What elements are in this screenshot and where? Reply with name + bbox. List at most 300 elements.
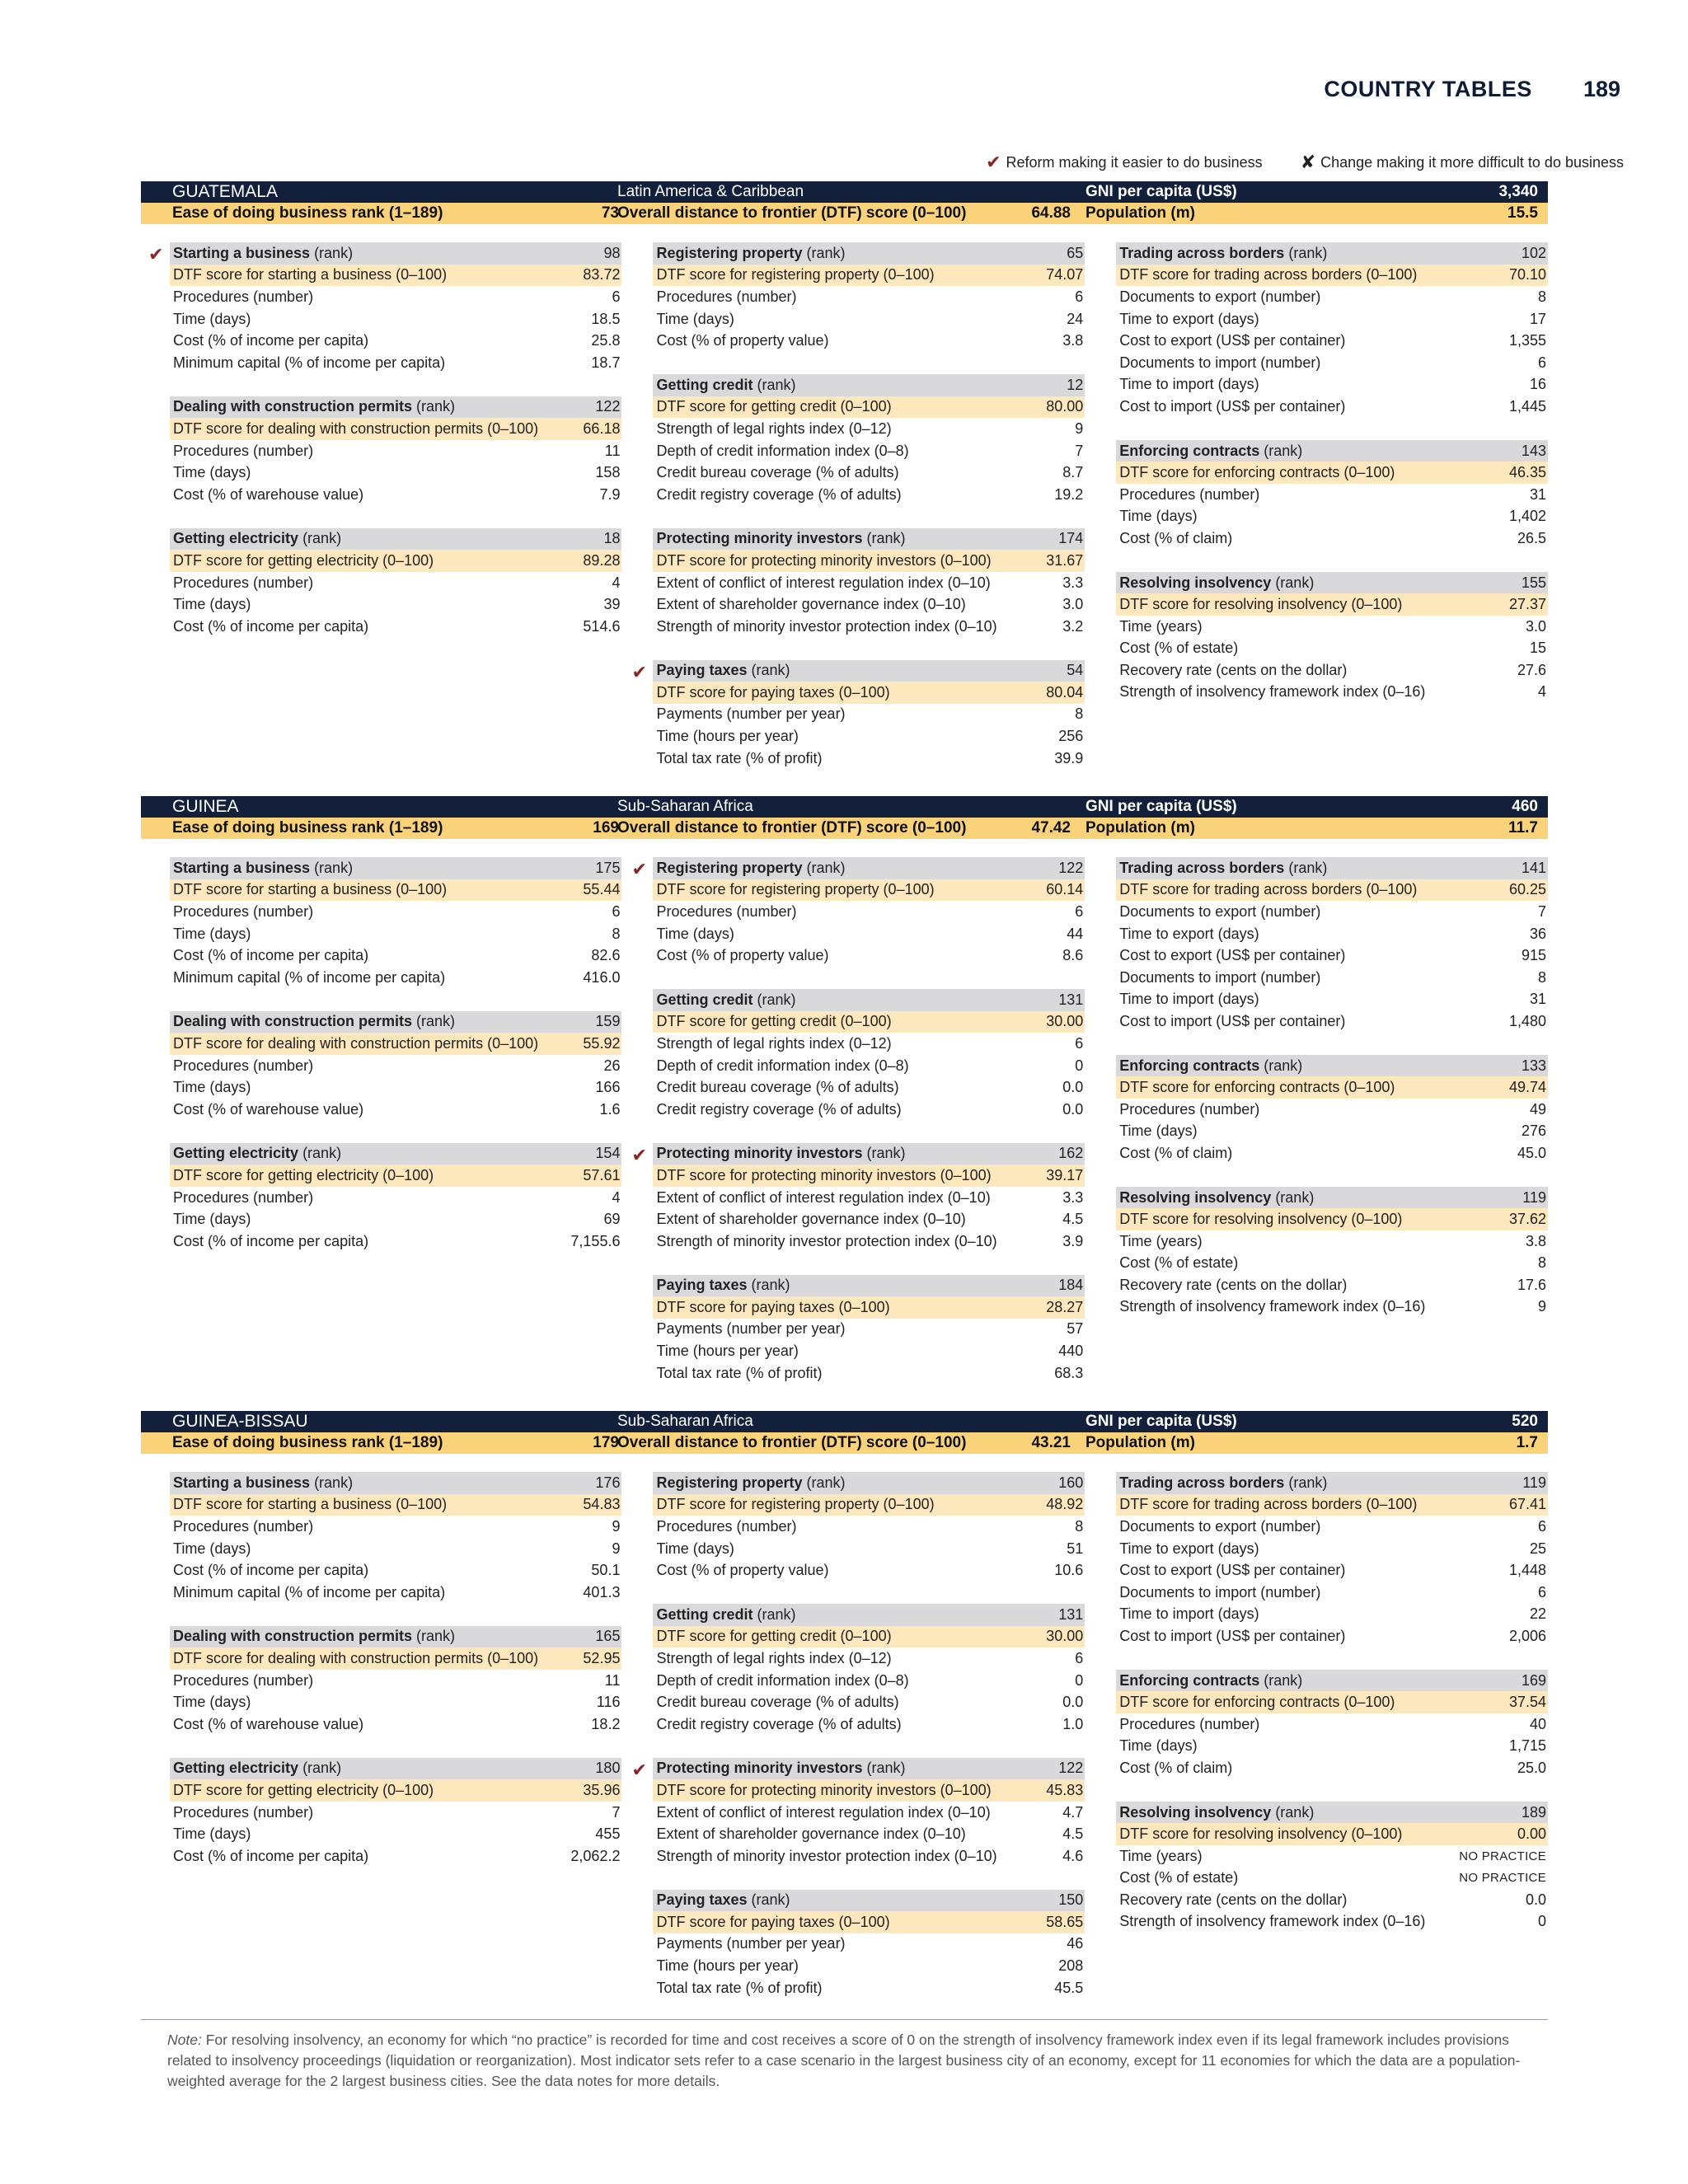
dtf-score-label: DTF score for paying taxes (0–100): [656, 1913, 890, 1930]
dtf-score-row: [1116, 462, 1548, 484]
population-value: 1.7: [1516, 1434, 1538, 1451]
row-label: Time (days): [1119, 1122, 1198, 1140]
dtf-score-row: [653, 396, 1085, 419]
row-label: Cost (% of estate): [1119, 1254, 1239, 1272]
indicator-rank: 169: [1521, 1671, 1546, 1689]
indicator-block: [653, 1472, 1085, 1582]
indicator-header-row: [1116, 440, 1548, 462]
indicator-block: [170, 1626, 621, 1736]
rank-suffix: (rank): [757, 376, 796, 393]
indicator-rank: 131: [1058, 1605, 1084, 1623]
indicator-header-row: [170, 1143, 621, 1165]
row-value: 0: [1537, 1913, 1546, 1930]
table-row: [653, 462, 1085, 484]
summary-banner: [141, 203, 1548, 224]
row-label: Procedures (number): [173, 902, 314, 920]
indicator-rank: 143: [1521, 442, 1546, 459]
row-label: Procedures (number): [173, 1188, 314, 1206]
dtf-score-label: DTF score for trading across borders (0–100): [1119, 266, 1418, 284]
dtf-score-row: [170, 550, 621, 572]
row-value: 6: [1537, 1517, 1546, 1535]
table-row: [653, 1802, 1085, 1824]
indicator-title: [1119, 1189, 1314, 1207]
table-row: [653, 1538, 1085, 1560]
indicator-block: [631, 660, 1085, 770]
banner-cell: [609, 203, 1077, 224]
row-value: 8: [1537, 968, 1546, 986]
indicator-name: Resolving insolvency: [1119, 574, 1272, 591]
indicator-block: [170, 1143, 621, 1253]
row-value: 166: [595, 1079, 621, 1096]
row-value: 2,006: [1508, 1627, 1546, 1644]
ease-rank-value: 169: [593, 819, 619, 837]
rank-suffix: (rank): [751, 662, 790, 679]
row-value: 26: [603, 1057, 621, 1074]
check-icon: ✔: [986, 152, 1001, 172]
dtf-score-value: 48.92: [1046, 1496, 1084, 1513]
indicator-title: [1119, 860, 1327, 877]
gni-value: 460: [1512, 798, 1538, 815]
legend-reform-text: Reform making it easier to do business: [1006, 153, 1263, 171]
table-row: [1116, 396, 1548, 418]
dtf-score-value: 46.35: [1508, 464, 1546, 481]
dtf-score-value: 30.00: [1046, 1628, 1084, 1645]
population-label: Population (m): [1085, 204, 1195, 222]
row-value: 4.5: [1062, 1825, 1084, 1843]
indicator-block: [631, 1143, 1085, 1253]
row-label: Cost to import (US$ per container): [1119, 1627, 1346, 1644]
row-value: 69: [603, 1211, 621, 1228]
indicator-rank: 175: [595, 859, 621, 876]
row-value: 7.9: [599, 485, 621, 503]
indicator-name: Enforcing contracts: [1119, 1671, 1260, 1689]
row-value: 11: [604, 442, 621, 459]
row-value: 17.6: [1517, 1276, 1546, 1293]
table-row: [653, 1713, 1085, 1736]
indicator-name: Dealing with construction permits: [173, 398, 413, 415]
indicator-block: [170, 396, 621, 506]
row-value: 9: [1537, 1298, 1546, 1315]
row-value: 6: [612, 288, 621, 305]
dtf-score-label: DTF score for getting electricity (0–100): [173, 1166, 434, 1183]
dtf-score-label: DTF score for trading across borders (0–100): [1119, 1496, 1418, 1513]
summary-banner: [141, 1432, 1548, 1454]
row-value: 8: [1537, 1254, 1546, 1272]
row-label: Cost to import (US$ per container): [1119, 397, 1346, 415]
row-value: 3.9: [1062, 1232, 1084, 1249]
table-row: [170, 1208, 621, 1230]
row-label: Total tax rate (% of profit): [656, 1979, 823, 1996]
indicator-rank: 180: [595, 1760, 621, 1777]
row-label: Documents to import (number): [1119, 1583, 1321, 1601]
row-value: 46: [1067, 1935, 1084, 1952]
row-label: Payments (number per year): [656, 1320, 846, 1338]
table-row: [653, 572, 1085, 594]
indicator-name: Protecting minority investors: [656, 1760, 863, 1777]
footnote: [141, 2019, 1548, 2092]
indicator-rank: 119: [1522, 1188, 1546, 1206]
dtf-score-label: DTF score for getting credit (0–100): [656, 398, 892, 415]
indicator-block: [170, 1011, 621, 1121]
row-value: 1,445: [1508, 397, 1546, 415]
table-row: [1116, 944, 1548, 967]
indicator-rank: 131: [1058, 991, 1084, 1008]
dtf-score-label: DTF score for trading across borders (0–100): [1119, 881, 1418, 898]
indicator-title: [173, 1013, 455, 1030]
row-label: Cost (% of warehouse value): [173, 1100, 364, 1118]
row-label: Time to export (days): [1119, 310, 1259, 327]
table-row: [653, 944, 1085, 967]
banner-cell: [1077, 818, 1548, 839]
indicator-name: Registering property: [656, 244, 803, 261]
overall-dtf-label: Overall distance to frontier (DTF) score (0–100): [617, 204, 967, 222]
row-value: 0.0: [1525, 1891, 1546, 1908]
dtf-score-row: [170, 879, 621, 902]
row-label: Time (days): [656, 310, 734, 327]
dtf-score-label: DTF score for starting a business (0–100): [173, 881, 448, 898]
dtf-score-row: [653, 1165, 1085, 1187]
row-value: 39.9: [1054, 749, 1084, 766]
indicator-columns: [141, 1472, 1548, 2021]
dtf-score-value: 66.18: [583, 419, 621, 437]
table-row: [653, 308, 1085, 330]
row-value: 2,062.2: [570, 1847, 621, 1864]
dtf-score-row: [1116, 1823, 1548, 1845]
table-row: [1116, 989, 1548, 1011]
indicator-name: Dealing with construction permits: [173, 1628, 413, 1645]
indicator-title: [656, 860, 845, 877]
banner-cell: [609, 181, 1077, 203]
rank-suffix: (rank): [757, 991, 796, 1008]
dtf-score-value: 60.14: [1046, 881, 1084, 898]
table-row: [1116, 1736, 1548, 1758]
indicator-block: [653, 374, 1085, 506]
indicator-block: [653, 242, 1085, 352]
rank-suffix: (rank): [1275, 574, 1315, 591]
row-label: Cost (% of claim): [1119, 1144, 1233, 1161]
banner-cell: [609, 1411, 1077, 1432]
row-value: 158: [595, 464, 621, 481]
banner-cell: [1077, 1411, 1548, 1432]
row-value: 6: [1075, 1649, 1084, 1666]
indicator-block: [631, 857, 1085, 967]
row-value: 18.2: [591, 1715, 621, 1732]
dtf-score-label: DTF score for getting credit (0–100): [656, 1628, 892, 1645]
table-row: [1116, 330, 1548, 352]
indicator-name: Enforcing contracts: [1119, 442, 1260, 459]
table-row: [1116, 1538, 1548, 1560]
row-label: Cost (% of income per capita): [173, 617, 369, 635]
indicator-columns: [141, 857, 1548, 1406]
table-row: [170, 1230, 621, 1253]
indicator-header-row: [653, 528, 1085, 551]
dtf-score-row: [653, 265, 1085, 287]
table-row: [1116, 1757, 1548, 1779]
row-value: 36: [1529, 925, 1546, 942]
indicator-rank: 165: [595, 1628, 621, 1645]
table-row: [170, 967, 621, 989]
ease-rank-value: 73: [601, 204, 619, 222]
row-value: 1,448: [1508, 1562, 1546, 1579]
dtf-score-label: DTF score for getting credit (0–100): [656, 1013, 892, 1030]
row-label: Time (days): [173, 1694, 251, 1711]
banner-cell: [141, 203, 619, 224]
indicator-name: Protecting minority investors: [656, 1145, 863, 1162]
ease-rank-label: Ease of doing business rank (1–189): [172, 204, 443, 222]
row-label: Strength of legal rights index (0–12): [656, 419, 892, 437]
row-label: Time (days): [173, 464, 251, 481]
table-row: [653, 1208, 1085, 1230]
indicator-title: [1119, 1474, 1327, 1492]
indicator-block: [1116, 1472, 1548, 1647]
check-icon: ✔: [631, 1144, 647, 1165]
row-label: Credit registry coverage (% of adults): [656, 1100, 902, 1118]
row-label: Cost (% of warehouse value): [173, 1715, 364, 1732]
row-label: Procedures (number): [173, 574, 314, 591]
table-row: [653, 1933, 1085, 1956]
banner-cell: [609, 796, 1077, 818]
row-label: Cost (% of claim): [1119, 1759, 1233, 1776]
indicator-block: [653, 1604, 1085, 1736]
indicator-rank: 18: [603, 530, 621, 547]
table-row: [1116, 1889, 1548, 1911]
row-label: Time (years): [1119, 617, 1203, 635]
row-value: 9: [1075, 419, 1084, 437]
dtf-score-label: DTF score for registering property (0–100): [656, 881, 935, 898]
row-value: 3.8: [1062, 332, 1084, 349]
indicator-name: Trading across borders: [1119, 244, 1285, 261]
row-value: 4.7: [1062, 1803, 1084, 1821]
row-value: 7: [1537, 902, 1546, 920]
row-value: 6: [1537, 1583, 1546, 1601]
indicator-rank: 102: [1521, 244, 1546, 261]
indicator-name: Resolving insolvency: [1119, 1188, 1272, 1206]
rank-suffix: (rank): [866, 1760, 906, 1777]
table-row: [1116, 1296, 1548, 1319]
dtf-score-value: 31.67: [1046, 551, 1084, 569]
table-row: [1116, 682, 1548, 704]
indicator-rank: 154: [595, 1145, 621, 1162]
table-row: [1116, 1121, 1548, 1143]
table-row: [170, 1538, 621, 1560]
table-row: [1116, 374, 1548, 396]
row-value: 116: [596, 1694, 621, 1711]
table-row: [170, 1187, 621, 1209]
indicator-rank: 119: [1522, 1474, 1546, 1491]
indicator-title: [1119, 1804, 1314, 1821]
row-label: Time (hours per year): [656, 1957, 799, 1975]
dtf-score-value: 67.41: [1508, 1496, 1546, 1513]
row-label: Extent of shareholder governance index (0–10): [656, 1825, 966, 1843]
table-row: [653, 725, 1085, 748]
row-label: Extent of shareholder governance index (0–10): [656, 1211, 966, 1228]
dtf-score-label: DTF score for enforcing contracts (0–100): [1119, 1694, 1395, 1711]
table-row: [1116, 1099, 1548, 1121]
indicator-column: [1116, 242, 1548, 791]
row-label: Payments (number per year): [656, 705, 846, 723]
table-row: [170, 1076, 621, 1099]
row-value: 9: [612, 1540, 621, 1557]
indicator-name: Trading across borders: [1119, 859, 1285, 876]
row-label: Strength of legal rights index (0–12): [656, 1649, 892, 1666]
row-value: NO PRACTICE: [1459, 1871, 1546, 1886]
check-icon: ✔: [631, 661, 647, 682]
indicator-block: [653, 1890, 1085, 1999]
row-value: 4: [612, 1188, 621, 1206]
table-row: [170, 462, 621, 484]
indicator-title: [173, 398, 455, 415]
row-label: Time (years): [1119, 1847, 1203, 1864]
table-row: [170, 1670, 621, 1692]
indicator-name: Trading across borders: [1119, 1474, 1285, 1491]
row-label: Extent of conflict of interest regulation index (0–10): [656, 1803, 991, 1821]
country-name: GUINEA: [172, 797, 239, 816]
row-label: Recovery rate (cents on the dollar): [1119, 1276, 1348, 1293]
indicator-title: [656, 1474, 845, 1492]
dtf-score-label: DTF score for enforcing contracts (0–100): [1119, 1079, 1395, 1096]
indicator-name: Starting a business: [173, 1474, 311, 1491]
ease-rank-label: Ease of doing business rank (1–189): [172, 1434, 443, 1451]
table-row: [1116, 1142, 1548, 1165]
dtf-score-value: 49.74: [1508, 1079, 1546, 1096]
indicator-title: [1119, 245, 1327, 262]
dtf-score-label: DTF score for enforcing contracts (0–100): [1119, 464, 1395, 481]
row-value: 208: [1058, 1957, 1084, 1975]
table-row: [653, 1230, 1085, 1253]
row-label: Strength of legal rights index (0–12): [656, 1034, 892, 1052]
table-row: [170, 923, 621, 945]
row-value: 49: [1529, 1100, 1546, 1118]
table-row: [170, 1845, 621, 1868]
dtf-score-value: 55.92: [583, 1034, 621, 1052]
indicator-name: Starting a business: [173, 244, 311, 261]
indicator-block: [1116, 1802, 1548, 1933]
rank-suffix: (rank): [1264, 1057, 1303, 1074]
dtf-score-value: 80.04: [1046, 683, 1084, 701]
table-row: [653, 484, 1085, 506]
indicator-rank: 65: [1067, 244, 1084, 261]
row-label: Procedures (number): [173, 1517, 314, 1535]
row-value: NO PRACTICE: [1459, 1849, 1546, 1863]
row-value: 50.1: [591, 1562, 621, 1579]
indicator-header-row: [170, 1626, 621, 1648]
row-value: 3.3: [1062, 574, 1084, 591]
table-row: [1116, 923, 1548, 945]
row-value: 8: [1075, 705, 1084, 723]
rank-suffix: (rank): [314, 1474, 354, 1491]
dtf-score-label: DTF score for dealing with construction permits (0–100): [173, 1649, 539, 1666]
dtf-score-value: 37.62: [1508, 1211, 1546, 1228]
row-label: Depth of credit information index (0–8): [656, 442, 909, 459]
table-row: [1116, 1845, 1548, 1868]
row-value: 1,480: [1508, 1012, 1546, 1029]
row-label: Procedures (number): [656, 1517, 797, 1535]
row-label: Cost to import (US$ per container): [1119, 1012, 1346, 1029]
table-row: [1116, 1230, 1548, 1253]
row-value: 25.0: [1517, 1759, 1546, 1776]
row-label: Cost (% of warehouse value): [173, 485, 364, 503]
table-row: [170, 944, 621, 967]
row-value: 4.6: [1062, 1847, 1084, 1864]
indicator-block: [1116, 1670, 1548, 1779]
indicator-header-row: [631, 660, 1085, 682]
row-value: 27.6: [1517, 661, 1546, 678]
indicator-rank: 189: [1521, 1803, 1546, 1821]
dtf-score-row: [653, 1011, 1085, 1033]
row-label: Credit registry coverage (% of adults): [656, 485, 902, 503]
rank-suffix: (rank): [416, 1628, 456, 1645]
indicator-columns: [141, 242, 1548, 791]
row-label: Cost to export (US$ per container): [1119, 947, 1346, 964]
dtf-score-row: [1116, 265, 1548, 287]
indicator-header-row: [170, 1472, 621, 1494]
row-value: 45.5: [1054, 1979, 1084, 1996]
table-row: [653, 901, 1085, 923]
indicator-header-row: [631, 857, 1085, 879]
row-value: 915: [1521, 947, 1546, 964]
dtf-score-label: DTF score for starting a business (0–100): [173, 1496, 448, 1513]
row-value: 18.7: [591, 354, 621, 371]
rank-suffix: (rank): [416, 1013, 456, 1030]
dtf-score-label: DTF score for protecting minority investors (0–100): [656, 1166, 992, 1183]
row-value: 6: [1537, 354, 1546, 371]
row-label: Extent of conflict of interest regulation index (0–10): [656, 574, 991, 591]
row-value: 1,355: [1508, 332, 1546, 349]
indicator-name: Getting credit: [656, 991, 753, 1008]
check-icon: ✔: [631, 1759, 647, 1780]
dtf-score-row: [653, 1296, 1085, 1319]
indicator-column: [631, 1472, 1085, 2021]
table-row: [170, 1055, 621, 1077]
dtf-score-label: DTF score for registering property (0–100): [656, 266, 935, 284]
indicator-rank: 174: [1058, 530, 1084, 547]
indicator-name: Paying taxes: [656, 1277, 748, 1294]
rank-suffix: (rank): [302, 1145, 342, 1162]
row-label: Credit bureau coverage (% of adults): [656, 1694, 899, 1711]
row-value: 3.0: [1062, 596, 1084, 613]
indicator-name: Enforcing contracts: [1119, 1057, 1260, 1074]
row-value: 1.0: [1062, 1715, 1084, 1732]
ease-rank-label: Ease of doing business rank (1–189): [172, 819, 443, 837]
table-row: [653, 1076, 1085, 1099]
table-row: [170, 1691, 621, 1713]
row-value: 276: [1521, 1122, 1546, 1140]
indicator-header-row: [1116, 1055, 1548, 1077]
rank-suffix: (rank): [1288, 859, 1328, 876]
gni-label: GNI per capita (US$): [1085, 798, 1237, 815]
table-row: [653, 1670, 1085, 1692]
population-label: Population (m): [1085, 819, 1195, 837]
indicator-header-row: [1116, 242, 1548, 265]
row-value: 3.0: [1525, 617, 1546, 635]
row-label: Time (days): [656, 1540, 734, 1557]
row-label: Extent of shareholder governance index (0–10): [656, 596, 966, 613]
population-value: 11.7: [1508, 819, 1538, 837]
country-banner: [141, 1411, 1548, 1432]
table-row: [653, 1647, 1085, 1670]
row-label: Time (days): [173, 310, 251, 327]
country-table: [141, 796, 1548, 1406]
row-value: 18.5: [591, 310, 621, 327]
dtf-score-row: [170, 1033, 621, 1055]
banner-cell: [141, 181, 609, 203]
table-row: [653, 1955, 1085, 1977]
row-label: Cost (% of income per capita): [173, 1562, 369, 1579]
banner-cell: [1077, 796, 1548, 818]
table-row: [1116, 616, 1548, 638]
indicator-header-row: [1116, 857, 1548, 879]
gni-value: 3,340: [1498, 183, 1538, 200]
